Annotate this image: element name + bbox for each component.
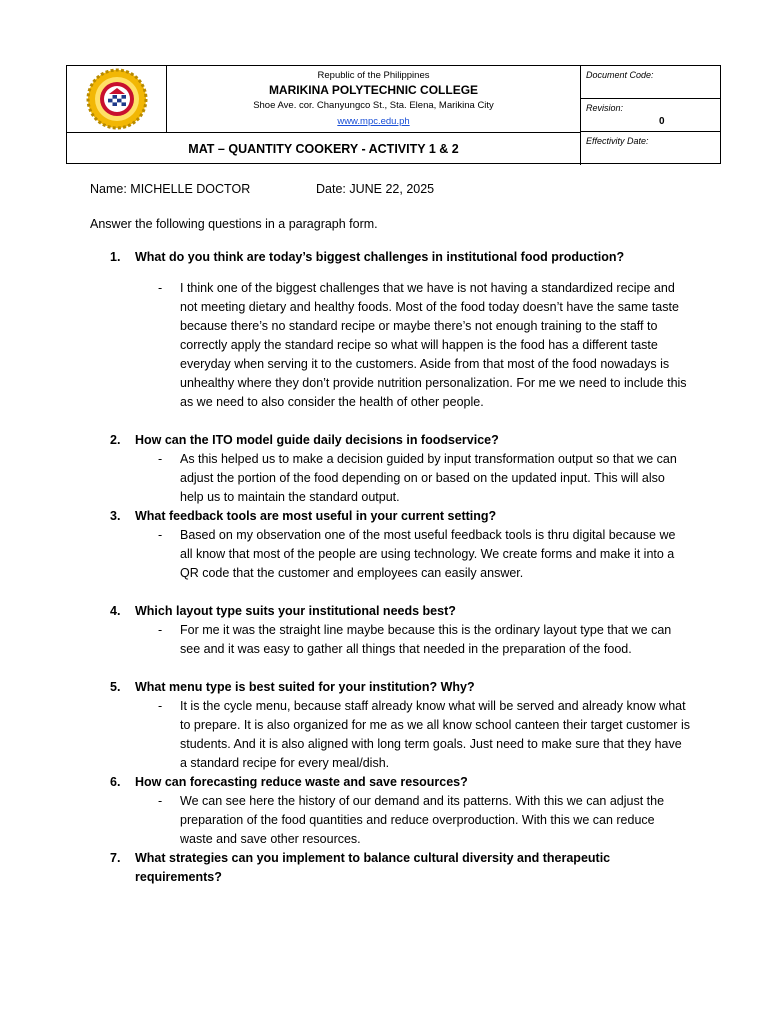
question-label: Which layout type suits your institutional needs best? [135, 604, 456, 618]
effectivity-date-label: Effectivity Date: [586, 136, 649, 146]
school-info-cell [167, 66, 581, 132]
college-website-link[interactable]: www.mpc.edu.ph [337, 116, 410, 127]
effectivity-date-cell [581, 132, 720, 165]
question-item [110, 773, 690, 849]
revision-value: 0 [659, 116, 665, 127]
question-item [110, 849, 690, 887]
document-code-cell [581, 66, 720, 99]
question-text [110, 248, 690, 267]
question-number: 1. [110, 250, 121, 264]
question-label: What feedback tools are most useful in your current setting? [135, 509, 497, 523]
answer-text [110, 697, 690, 773]
question-text [110, 507, 690, 526]
question-number: 6. [110, 775, 121, 789]
question-text [110, 602, 690, 621]
question-item [110, 678, 690, 773]
republic-label: Republic of the Philippines [317, 70, 430, 81]
question-text [110, 773, 690, 792]
instruction-text: Answer the following questions in a paragraph form. [90, 217, 378, 231]
answer-text [110, 279, 690, 412]
document-title: MAT – QUANTITY COOKERY - ACTIVITY 1 & 2 [67, 132, 581, 165]
answer-text [110, 621, 690, 659]
bullet-dash: - [158, 528, 163, 542]
answer-text [110, 450, 690, 507]
answer-label: We can see here the history of our demand and its patterns. With this we can adjust the preparation of the food quantities and reduce overproduction. With this we can reduce waste and save other resources. [180, 794, 665, 846]
revision-cell [581, 99, 720, 132]
logo-cell [67, 66, 167, 132]
document-header [66, 65, 721, 164]
question-text [110, 431, 690, 450]
college-address: Shoe Ave. cor. Chanyungco St., Sta. Elena, Marikina City [253, 100, 494, 111]
question-item [110, 507, 690, 583]
question-text [110, 849, 690, 887]
student-name: Name: MICHELLE DOCTOR [90, 182, 251, 196]
question-item [110, 602, 690, 659]
answer-label: As this helped us to make a decision guided by input transformation output so that we can adjust the portion of the food depending on or based on the updated input. This will also help us to maintain the standard output. [180, 452, 677, 504]
question-number: 5. [110, 680, 121, 694]
question-text [110, 678, 690, 697]
question-item [110, 248, 690, 412]
answer-label: For me it was the straight line maybe because this is the ordinary layout type that we can see and it was easy to gather all things that needed in the preparation of the food. [180, 623, 672, 656]
answer-label: It is the cycle menu, because staff already know what will be served and already know what to prepare. It is also organized for me as we all know school canteen their target customer is students. And it is also aligned with long term goals. Just need to make sure that they have a standard recipe for every meal/dish. [180, 699, 690, 770]
question-number: 4. [110, 604, 121, 618]
answer-label: I think one of the biggest challenges that we have is not having a standardized recipe and not meeting dietary and healthy foods. Most of the food today doesn’t have the same taste because there’s no standard recipe or maybe there’s not enough training to the staff to correctly apply the standard recipe so what will happen is the food has a different taste everyday when serving it to the customers. Aside from that most of the food nowadays is unhealthy where they don’t provide nutrition personalization. For me we need to include this as we need to also consider the health of other people. [180, 281, 687, 409]
bullet-dash: - [158, 623, 163, 637]
submission-date: Date: JUNE 22, 2025 [316, 182, 435, 196]
question-label: What strategies can you implement to balance cultural diversity and therapeutic requirements? [135, 851, 611, 884]
answer-text [110, 526, 690, 583]
college-seal-logo [86, 68, 148, 130]
question-label: How can forecasting reduce waste and save resources? [135, 775, 468, 789]
question-number: 7. [110, 851, 121, 865]
answer-text [110, 792, 690, 849]
revision-label: Revision: [586, 103, 624, 113]
question-number: 3. [110, 509, 121, 523]
question-label: What do you think are today’s biggest challenges in institutional food production? [135, 250, 625, 264]
bullet-dash: - [158, 794, 163, 808]
college-name: MARIKINA POLYTECHNIC COLLEGE [268, 83, 479, 97]
question-item [110, 431, 690, 507]
bullet-dash: - [158, 452, 163, 466]
question-number: 2. [110, 433, 121, 447]
answer-label: Based on my observation one of the most useful feedback tools is thru digital because we all know that most of the people are using technology. We create forms and make it into a QR code that the customer and employees can easily answer. [180, 528, 676, 580]
bullet-dash: - [158, 281, 163, 295]
document-code-label: Document Code: [586, 70, 654, 80]
question-label: How can the ITO model guide daily decisions in foodservice? [135, 433, 499, 447]
bullet-dash: - [158, 699, 163, 713]
question-label: What menu type is best suited for your institution? Why? [135, 680, 475, 694]
